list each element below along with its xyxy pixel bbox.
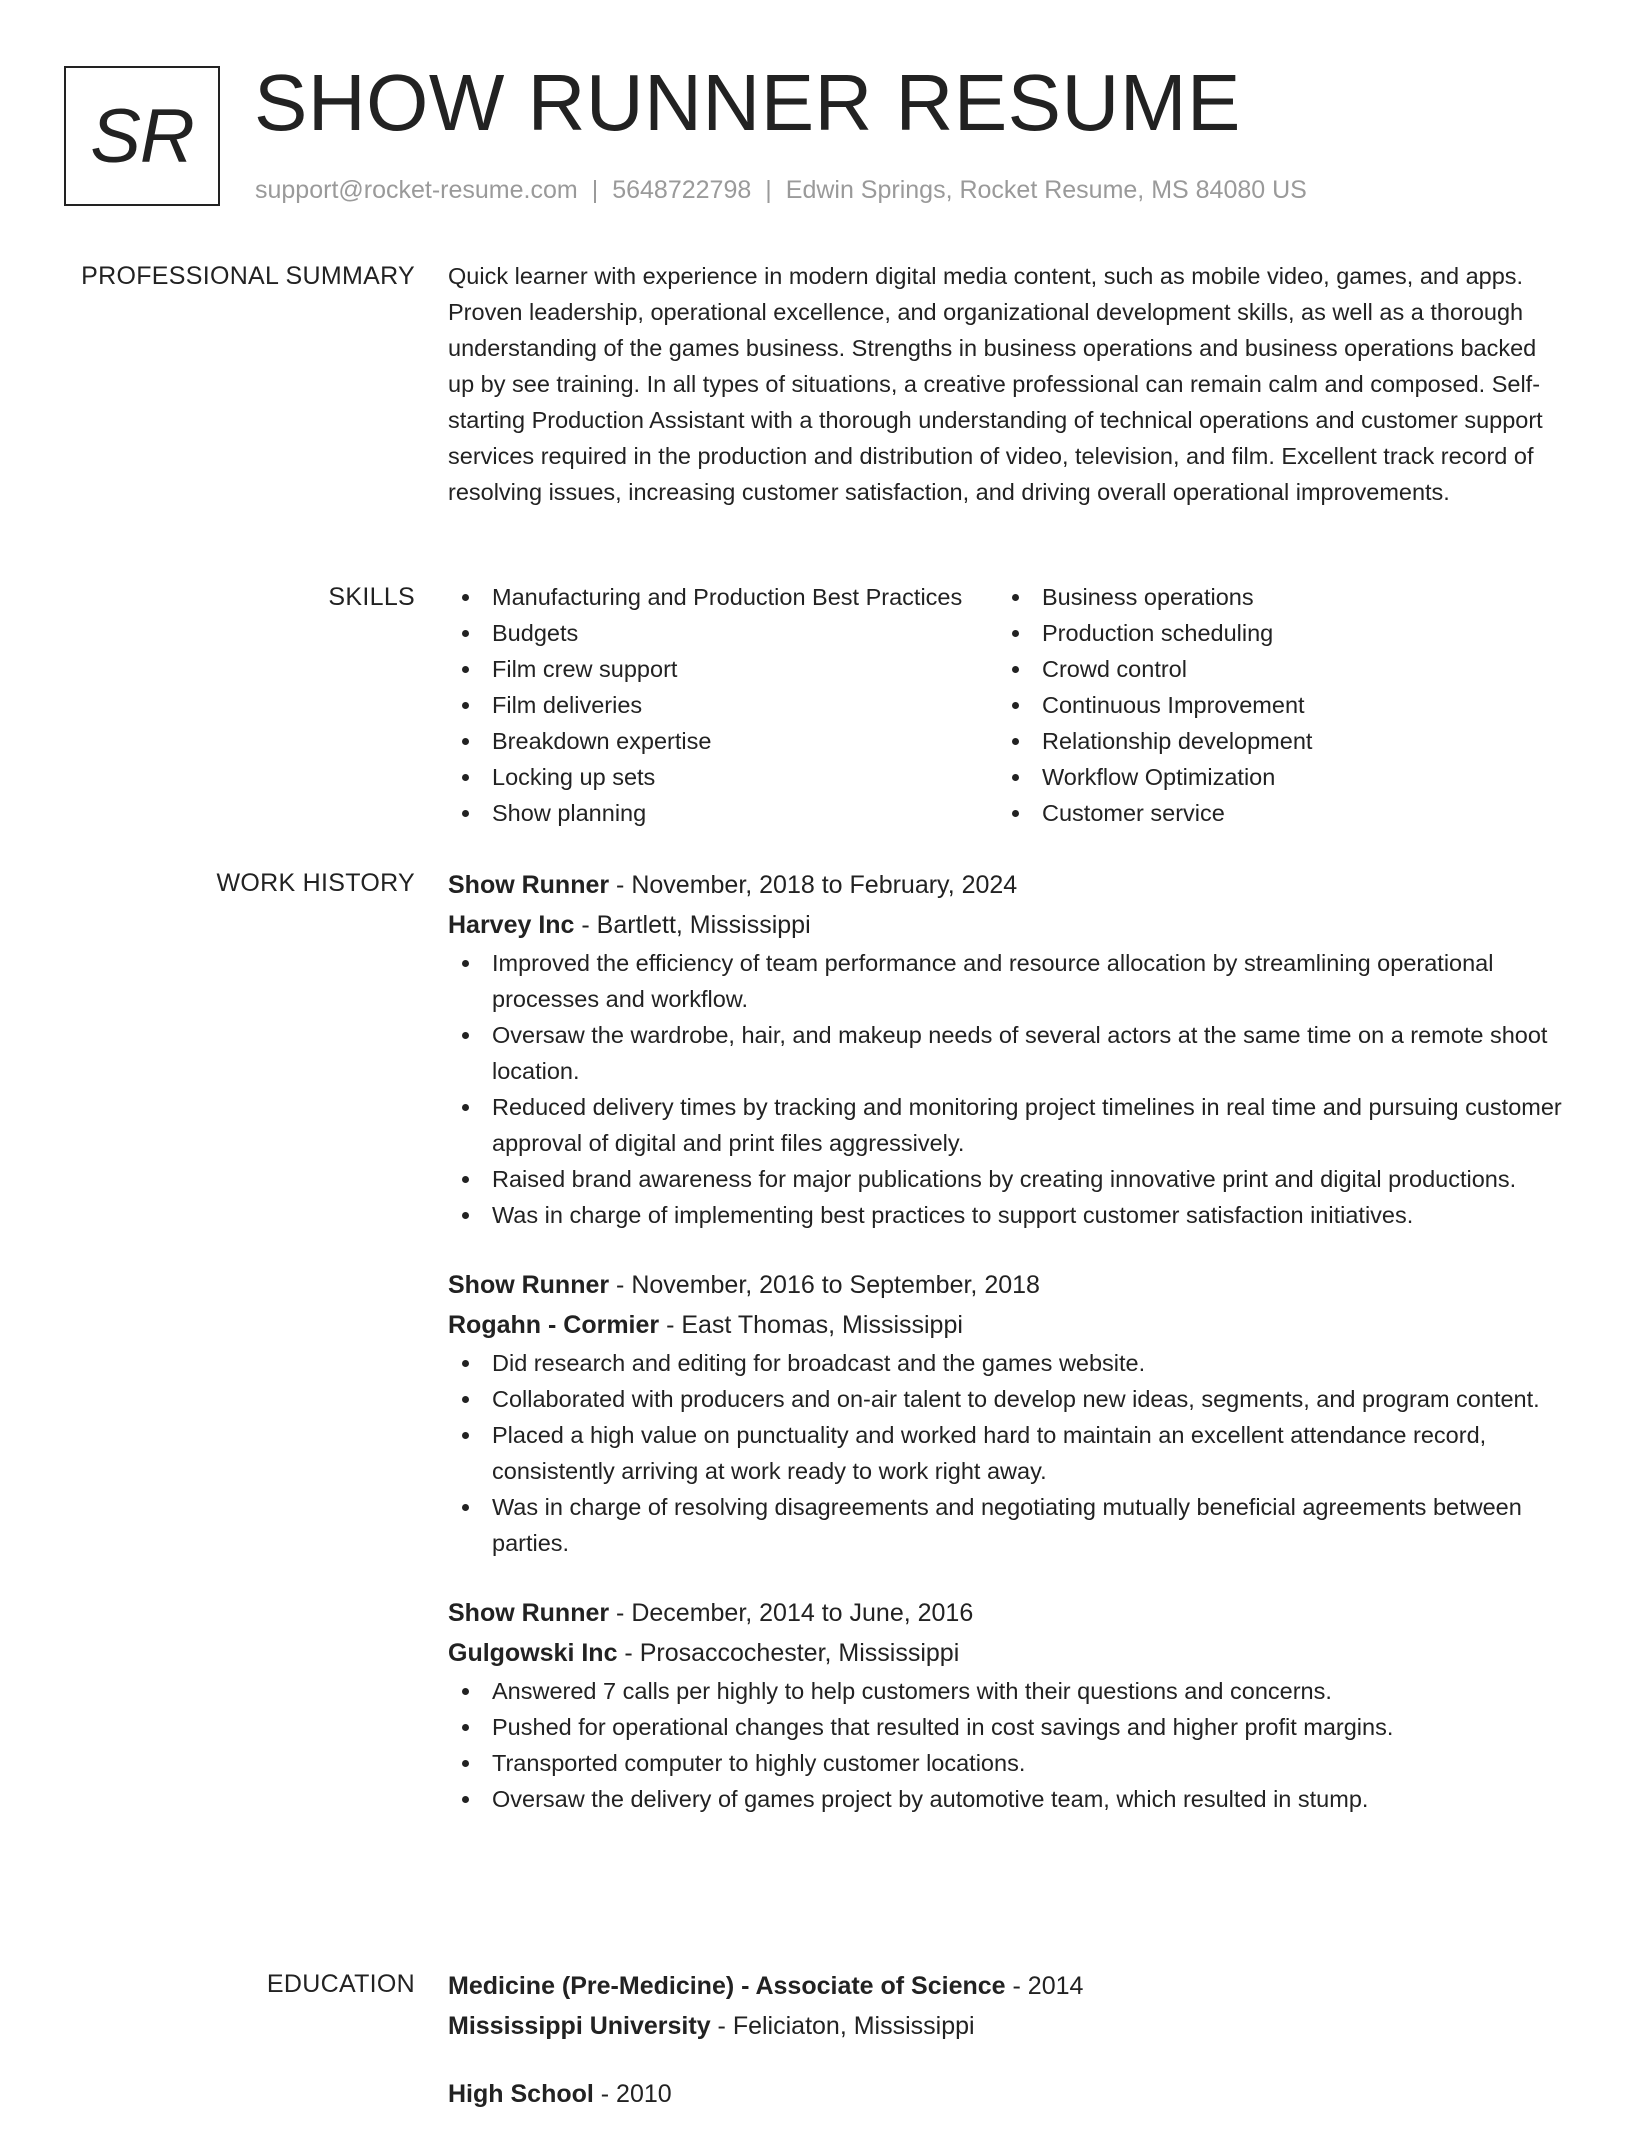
- job-company-line: [448, 1305, 1568, 1345]
- job-bullet: Oversaw the wardrobe, hair, and makeup needs of several actors at the same time on a remote shoot location.: [448, 1017, 1568, 1089]
- job-title-line: [448, 1593, 1568, 1633]
- job-title: Show Runner: [448, 1599, 610, 1627]
- job-bullet: Answered 7 calls per highly to help customers with their questions and concerns.: [448, 1673, 1568, 1709]
- job-bullet-list: [448, 1345, 1568, 1561]
- job-title: Show Runner: [448, 1271, 610, 1299]
- skill-item: Locking up sets: [448, 759, 998, 795]
- job-dates: - November, 2018 to February, 2024: [609, 871, 1018, 899]
- monogram-text: SR: [90, 93, 194, 179]
- job-location: - Bartlett, Mississippi: [574, 911, 811, 939]
- job-bullet: Was in charge of resolving disagreements and negotiating mutually beneficial agreements between parties.: [448, 1489, 1568, 1561]
- section-heading-summary: PROFESSIONAL SUMMARY: [81, 262, 415, 290]
- job-company: Gulgowski Inc: [448, 1639, 618, 1667]
- job-entry: [448, 1265, 1568, 1561]
- skill-item: Business operations: [998, 579, 1548, 615]
- skill-item: Breakdown expertise: [448, 723, 998, 759]
- skill-item: Manufacturing and Production Best Practices: [448, 579, 998, 615]
- education-entry: [448, 1966, 1568, 2046]
- summary-text: Quick learner with experience in modern digital media content, such as mobile video, games, and apps. Proven leadership, operational excellence, and organizational development skills, as well as a thorough understanding of the games business. Strengths in business operations and business operations backed up by see training. In all types of situations, a creative professional can remain calm and composed. Self-starting Production Assistant with a thorough understanding of technical operations and customer support services required in the production and distribution of video, television, and film. Excellent track record of resolving issues, increasing customer satisfaction, and driving overall operational improvements.: [448, 263, 1543, 505]
- section-heading-skills: SKILLS: [328, 583, 415, 611]
- skills-list-left: [448, 579, 998, 831]
- job-company: Harvey Inc: [448, 911, 575, 939]
- job-bullet: Reduced delivery times by tracking and monitoring project timelines in real time and pursuing customer approval of digital and print files aggressively.: [448, 1089, 1568, 1161]
- job-company-line: [448, 1633, 1568, 1673]
- education-year: - 2010: [593, 2080, 672, 2108]
- job-bullet: Pushed for operational changes that resulted in cost savings and higher profit margins.: [448, 1709, 1568, 1745]
- skill-item: Budgets: [448, 615, 998, 651]
- job-bullet: Did research and editing for broadcast and the games website.: [448, 1345, 1568, 1381]
- job-company-line: [448, 905, 1568, 945]
- skill-item: Show planning: [448, 795, 998, 831]
- education-degree: High School: [448, 2080, 594, 2108]
- job-bullet: Placed a high value on punctuality and worked hard to maintain an excellent attendance record, consistently arriving at work ready to work right away.: [448, 1417, 1568, 1489]
- job-title-line: [448, 865, 1568, 905]
- contact-phone[interactable]: 5648722798: [612, 176, 752, 204]
- monogram-badge: [64, 66, 220, 206]
- job-bullet: Raised brand awareness for major publications by creating innovative print and digital productions.: [448, 1161, 1568, 1197]
- skill-item: Film crew support: [448, 651, 998, 687]
- education-degree: Medicine (Pre-Medicine) - Associate of Science: [448, 1972, 1006, 2000]
- education-degree-line: [448, 1966, 1568, 2006]
- contact-email[interactable]: support@rocket-resume.com: [255, 176, 578, 204]
- job-location: - East Thomas, Mississippi: [659, 1311, 963, 1339]
- job-bullet: Transported computer to highly customer locations.: [448, 1745, 1568, 1781]
- contact-line: [255, 172, 1307, 208]
- job-company: Rogahn - Cormier: [448, 1311, 660, 1339]
- contact-separator: |: [765, 176, 772, 204]
- education-school-line: [448, 2006, 1568, 2046]
- education-year: - 2014: [1005, 1972, 1084, 2000]
- job-entry: [448, 865, 1568, 1233]
- education-school: Mississippi University: [448, 2012, 711, 2040]
- skill-item: Film deliveries: [448, 687, 998, 723]
- skill-item: Crowd control: [998, 651, 1548, 687]
- job-bullet-list: [448, 1673, 1568, 1817]
- job-title-line: [448, 1265, 1568, 1305]
- skill-item: Relationship development: [998, 723, 1548, 759]
- resume-title: SHOW RUNNER RESUME: [254, 58, 1241, 147]
- section-heading-work-history: WORK HISTORY: [216, 869, 415, 897]
- section-heading-education: EDUCATION: [266, 1970, 415, 1998]
- education-location: - Feliciaton, Mississippi: [710, 2012, 975, 2040]
- contact-separator: |: [591, 176, 599, 204]
- skill-item: Workflow Optimization: [998, 759, 1548, 795]
- job-title: Show Runner: [448, 871, 610, 899]
- job-bullet: Improved the efficiency of team performance and resource allocation by streamlining operational processes and workflow.: [448, 945, 1568, 1017]
- job-entry: [448, 1593, 1568, 1817]
- job-dates: - December, 2014 to June, 2016: [609, 1599, 974, 1627]
- job-bullet: Oversaw the delivery of games project by automotive team, which resulted in stump.: [448, 1781, 1568, 1817]
- skill-item: Continuous Improvement: [998, 687, 1548, 723]
- skill-item: Customer service: [998, 795, 1548, 831]
- skills-list-right: [998, 579, 1548, 831]
- job-bullet: Collaborated with producers and on-air talent to develop new ideas, segments, and program content.: [448, 1381, 1568, 1417]
- education-degree-line: [448, 2074, 1568, 2114]
- contact-address: Edwin Springs, Rocket Resume, MS 84080 US: [785, 176, 1307, 204]
- job-dates: - November, 2016 to September, 2018: [609, 1271, 1040, 1299]
- skill-item: Production scheduling: [998, 615, 1548, 651]
- job-location: - Prosaccochester, Mississippi: [617, 1639, 960, 1667]
- job-bullet: Was in charge of implementing best practices to support customer satisfaction initiatives.: [448, 1197, 1568, 1233]
- job-bullet-list: [448, 945, 1568, 1233]
- education-entry: [448, 2074, 1568, 2114]
